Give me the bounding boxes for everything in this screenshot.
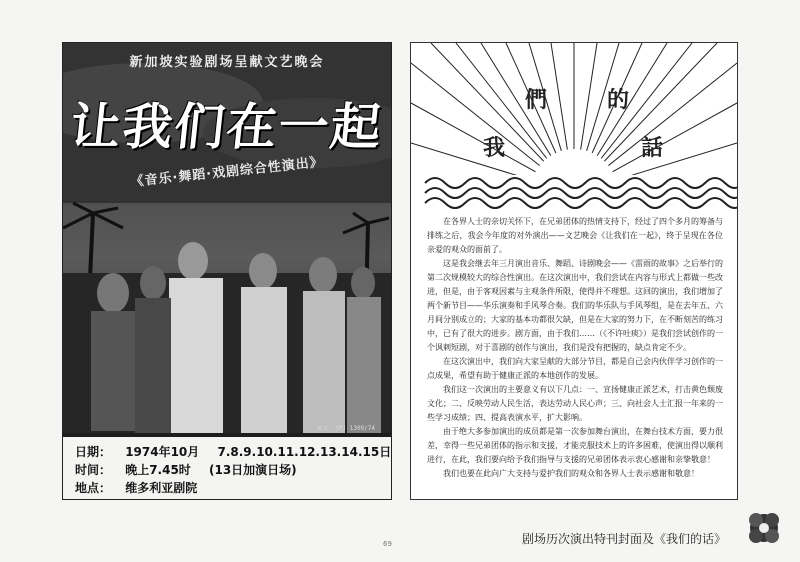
date-days: 7.8.9.10.11.12.13.14.15日 [217,445,392,459]
event-poster [62,42,392,500]
time-label: 时间： [75,463,112,477]
heading-char-1: 我 [483,135,506,161]
sunrise-illustration [411,43,737,213]
paragraph: 在各界人士的亲切关怀下，在兄弟团体的热情支持下，经过了四个多月的筹备与排练之后，我会今年度的对外演出——文艺晚会《让我们在一起》，终于呈现在各位亲爱的观众的面前了。 [427,217,723,254]
poster-info-panel [63,437,391,499]
article-body [427,215,723,481]
time-value: 晚上7.45时 [125,463,191,477]
corner-ornament [744,508,784,548]
poster-permit-code: H.C. (P) 1309/74 [317,425,375,432]
paragraph: 我们这一次演出的主要意义有以下几点：一、宣扬健康正派艺术，打击黄色颓废文化；二、反映劳动人民生活，表达劳动人民心声；三、向社会人士汇报一年来的一些学习成绩；四、提高表演水平，扩大影响。 [427,385,723,422]
paragraph: 由于绝大多参加演出的成员都是第一次参加舞台演出，在舞台技术方面，要力很差，幸得一些兄弟团体的指示和支援，才能克服技术上的许多困难，使演出得以顺利进行，在此，我们要向给予我们指导与支援的兄弟团体表示衷心感谢和亲挚敬意！ [427,427,723,464]
page-caption: 剧场历次演出特刊封面及《我们的话》 [522,532,727,546]
poster-organizer-line: 新加坡实验剧场呈献文艺晚会 [129,55,325,70]
time-note: (13日加演日场) [208,463,297,477]
time-row [75,461,297,478]
date-value: 1974年10月 [125,445,200,459]
venue-label: 地点： [75,481,112,495]
date-label: 日期： [75,445,112,459]
our-words-page [410,42,738,500]
paragraph: 我们也要在此向广大支持与爱护我们的观众和各界人士表示感谢和敬意！ [443,469,699,478]
heading-char-3: 的 [607,87,630,113]
poster-subtitle: 《音乐·舞蹈·戏剧综合性演出》 [130,154,325,191]
venue-row [75,479,197,496]
date-row [75,443,391,460]
paragraph: 在这次演出中，我们向大家呈献的大部分节目，都是自己会内伙伴学习创作的一点成果，希望有助于健康正派的本地创作的发展。 [427,357,723,380]
page-number: 69 [383,540,392,548]
heading-char-4: 話 [641,135,664,161]
poster-title: 让我们在一起 [67,98,386,156]
paragraph: 这是我会继去年三月演出音乐、舞蹈、诗剧晚会——《雷雨的故事》之后举行的第二次规模较大的综合性演出。在这次演出中，我们尝试在内容与形式上都做一些改进，但是，由于客观因素与主观条件所限，使得并不理想。这回的演出，我们增加了两个新节目——华乐演奏和手风琴合奏。我们的华乐队与手风琴组，是在去年五、六月间分别成立的；大家的基本功都很欠缺，但是在大家的努力下，在不断刻苦的练习中，已有了很大的进步。剧方面，由于我们……（《不许吐痰》）是我们尝试创作的一个讽刺短剧，对于喜剧的创作与演出，我们是没有把握的，缺点肯定不少。 [427,259,723,352]
venue-value: 维多利亚剧院 [125,481,198,495]
heading-char-2: 們 [525,87,548,113]
